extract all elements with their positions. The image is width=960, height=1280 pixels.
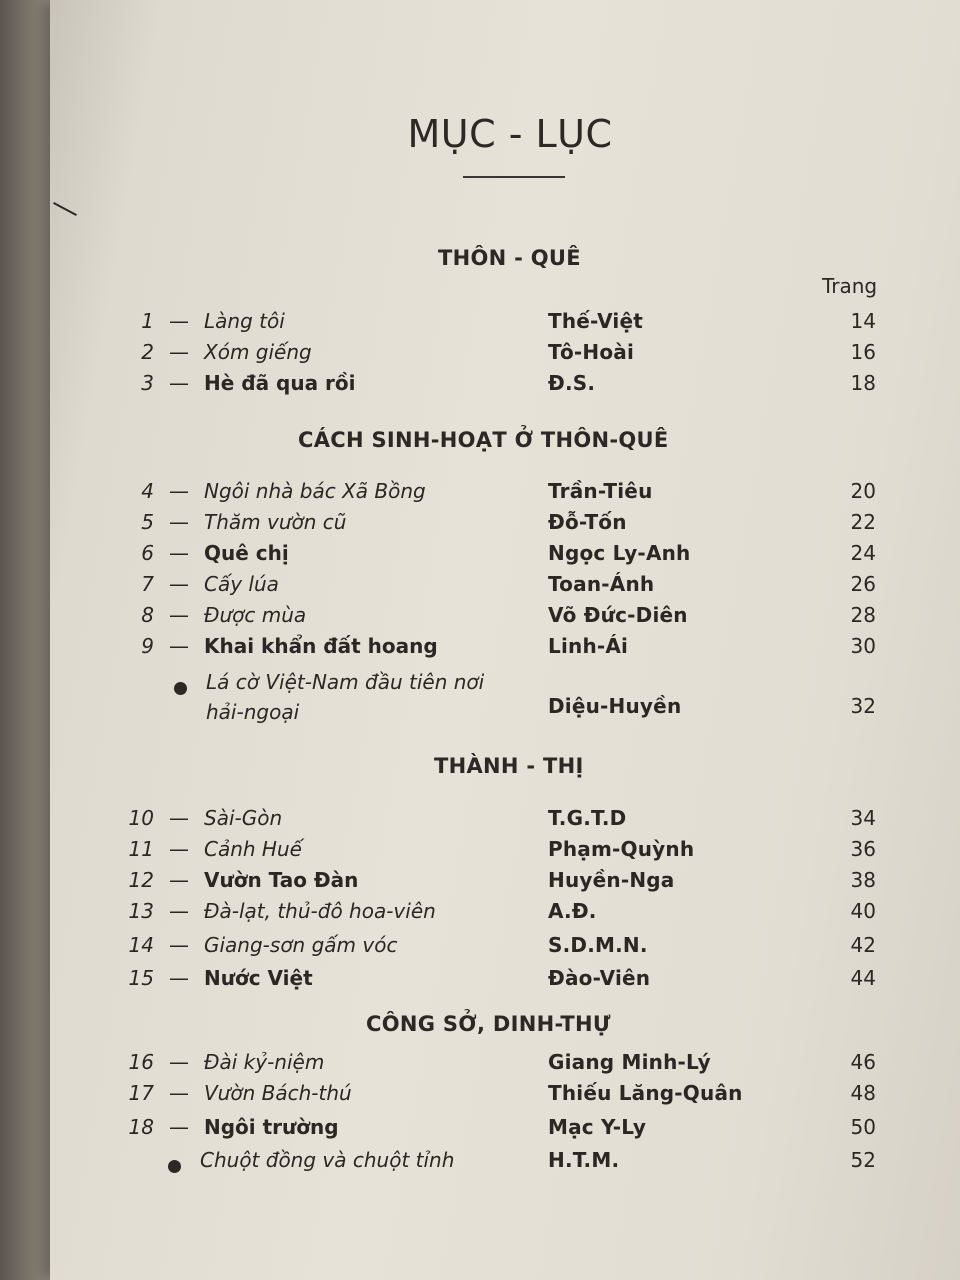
entry-page-number: 20	[850, 479, 876, 503]
toc-entry	[0, 1115, 960, 1147]
entry-title: Quê chị	[204, 541, 289, 565]
page-column-header: Trang	[822, 274, 878, 298]
pencil-mark	[53, 202, 77, 216]
entry-page-number: 44	[850, 966, 876, 990]
entry-title-continued: hải-ngoại	[206, 700, 300, 724]
entry-title: Hè đã qua rồi	[204, 371, 356, 395]
entry-number: 7	[141, 572, 154, 596]
entry-dash: —	[169, 933, 189, 957]
title-divider	[463, 176, 565, 178]
entry-title: Được mùa	[204, 603, 307, 627]
entry-author: H.T.M.	[548, 1148, 620, 1172]
entry-title: Cấy lúa	[204, 572, 279, 596]
entry-author: Mạc Y-Ly	[548, 1115, 647, 1139]
entry-title: Ngôi trường	[204, 1115, 339, 1139]
toc-entry	[0, 1081, 960, 1113]
entry-page-number: 38	[850, 868, 876, 892]
entry-title: Làng tôi	[204, 309, 285, 333]
entry-page-number: 34	[850, 806, 876, 830]
entry-page-number: 18	[850, 371, 876, 395]
entry-page-number: 40	[850, 899, 876, 923]
entry-title: Khai khẩn đất hoang	[204, 634, 438, 658]
toc-entry	[0, 1050, 960, 1082]
entry-author: S.D.M.N.	[548, 933, 648, 957]
section-heading: CÁCH SINH-HOẠT Ở THÔN-QUÊ	[298, 428, 669, 452]
toc-entry	[0, 572, 960, 604]
entry-dash: —	[169, 1050, 189, 1074]
entry-page-number: 24	[850, 541, 876, 565]
page-title: MỤC - LỤC	[407, 112, 613, 156]
entry-dash: —	[169, 541, 189, 565]
entry-number: 12	[128, 868, 154, 892]
entry-author: Võ Đức-Diên	[548, 603, 688, 627]
bullet-icon	[168, 1160, 181, 1173]
entry-title: Lá cờ Việt-Nam đầu tiên nơi	[206, 670, 485, 694]
toc-entry	[0, 933, 960, 965]
entry-dash: —	[169, 806, 189, 830]
entry-dash: —	[169, 868, 189, 892]
toc-entry	[0, 806, 960, 838]
entry-author: Đào-Viên	[548, 966, 651, 990]
toc-entry	[0, 868, 960, 900]
entry-number: 5	[141, 510, 154, 534]
entry-title: Cảnh Huế	[204, 837, 302, 861]
toc-entry	[0, 479, 960, 511]
toc-entry	[0, 899, 960, 931]
entry-number: 13	[128, 899, 154, 923]
entry-title: Giang-sơn gấm vóc	[204, 933, 398, 957]
entry-author: T.G.T.D	[548, 806, 627, 830]
entry-page-number: 22	[850, 510, 876, 534]
entry-number: 8	[141, 603, 154, 627]
entry-author: Linh-Ái	[548, 634, 629, 658]
entry-dash: —	[169, 572, 189, 596]
entry-author: Đ.S.	[548, 371, 596, 395]
entry-dash: —	[169, 309, 189, 333]
entry-title: Xóm giếng	[204, 340, 312, 364]
toc-entry	[0, 837, 960, 869]
entry-page-number: 42	[850, 933, 876, 957]
toc-entry	[0, 371, 960, 403]
entry-page-number: 28	[850, 603, 876, 627]
section-heading: CÔNG SỞ, DINH-THỰ	[366, 1012, 611, 1036]
entry-author: Đỗ-Tốn	[548, 510, 627, 534]
entry-page-number: 32	[850, 694, 876, 718]
entry-title: Ngôi nhà bác Xã Bồng	[204, 479, 426, 503]
entry-page-number: 46	[850, 1050, 876, 1074]
entry-dash: —	[169, 479, 189, 503]
entry-title: Đà-lạt, thủ-đô hoa-viên	[204, 899, 436, 923]
entry-dash: —	[169, 837, 189, 861]
entry-page-number: 26	[850, 572, 876, 596]
entry-page-number: 14	[850, 309, 876, 333]
entry-dash: —	[169, 371, 189, 395]
entry-author: Toan-Ánh	[548, 572, 655, 596]
entry-dash: —	[169, 634, 189, 658]
toc-entry	[0, 510, 960, 542]
entry-dash: —	[169, 340, 189, 364]
entry-number: 2	[141, 340, 154, 364]
section-heading: THÔN - QUÊ	[438, 246, 581, 270]
toc-entry	[0, 340, 960, 372]
entry-author: Diệu-Huyền	[548, 694, 682, 718]
entry-author: Phạm-Quỳnh	[548, 837, 695, 861]
entry-number: 6	[141, 541, 154, 565]
bullet-icon	[174, 682, 187, 695]
toc-entry	[0, 634, 960, 666]
entry-number: 15	[128, 966, 154, 990]
entry-dash: —	[169, 1081, 189, 1105]
entry-dash: —	[169, 510, 189, 534]
entry-number: 11	[128, 837, 154, 861]
entry-page-number: 36	[850, 837, 876, 861]
entry-author: Trần-Tiêu	[548, 479, 653, 503]
entry-title: Sài-Gòn	[204, 806, 283, 830]
entry-page-number: 30	[850, 634, 876, 658]
entry-number: 3	[141, 371, 154, 395]
toc-entry	[0, 1148, 960, 1180]
entry-author: Thế-Việt	[548, 309, 643, 333]
entry-title: Chuột đồng và chuột tỉnh	[200, 1148, 455, 1172]
entry-author: Huyền-Nga	[548, 868, 675, 892]
entry-author: Ngọc Ly-Anh	[548, 541, 691, 565]
entry-dash: —	[169, 1115, 189, 1139]
entry-number: 14	[128, 933, 154, 957]
toc-entry	[0, 309, 960, 341]
entry-number: 9	[141, 634, 154, 658]
entry-page-number: 16	[850, 340, 876, 364]
entry-dash: —	[169, 603, 189, 627]
entry-number: 18	[128, 1115, 154, 1139]
entry-page-number: 52	[850, 1148, 876, 1172]
entry-dash: —	[169, 899, 189, 923]
entry-author: A.Đ.	[548, 899, 597, 923]
toc-entry	[0, 966, 960, 998]
entry-number: 17	[128, 1081, 154, 1105]
entry-author: Thiếu Lăng-Quân	[548, 1081, 743, 1105]
section-heading: THÀNH - THỊ	[434, 754, 584, 778]
toc-entry	[0, 670, 960, 724]
entry-number: 10	[128, 806, 154, 830]
entry-title: Đài kỷ-niệm	[204, 1050, 325, 1074]
entry-number: 1	[141, 309, 154, 333]
entry-dash: —	[169, 966, 189, 990]
entry-title: Vườn Tao Đàn	[204, 868, 359, 892]
entry-page-number: 48	[850, 1081, 876, 1105]
entry-title: Nước Việt	[204, 966, 313, 990]
entry-author: Giang Minh-Lý	[548, 1050, 711, 1074]
entry-page-number: 50	[850, 1115, 876, 1139]
toc-entry	[0, 541, 960, 573]
entry-number: 4	[141, 479, 154, 503]
entry-title: Vườn Bách-thú	[204, 1081, 352, 1105]
entry-title: Thăm vườn cũ	[204, 510, 347, 534]
toc-entry	[0, 603, 960, 635]
entry-author: Tô-Hoài	[548, 340, 635, 364]
entry-number: 16	[128, 1050, 154, 1074]
